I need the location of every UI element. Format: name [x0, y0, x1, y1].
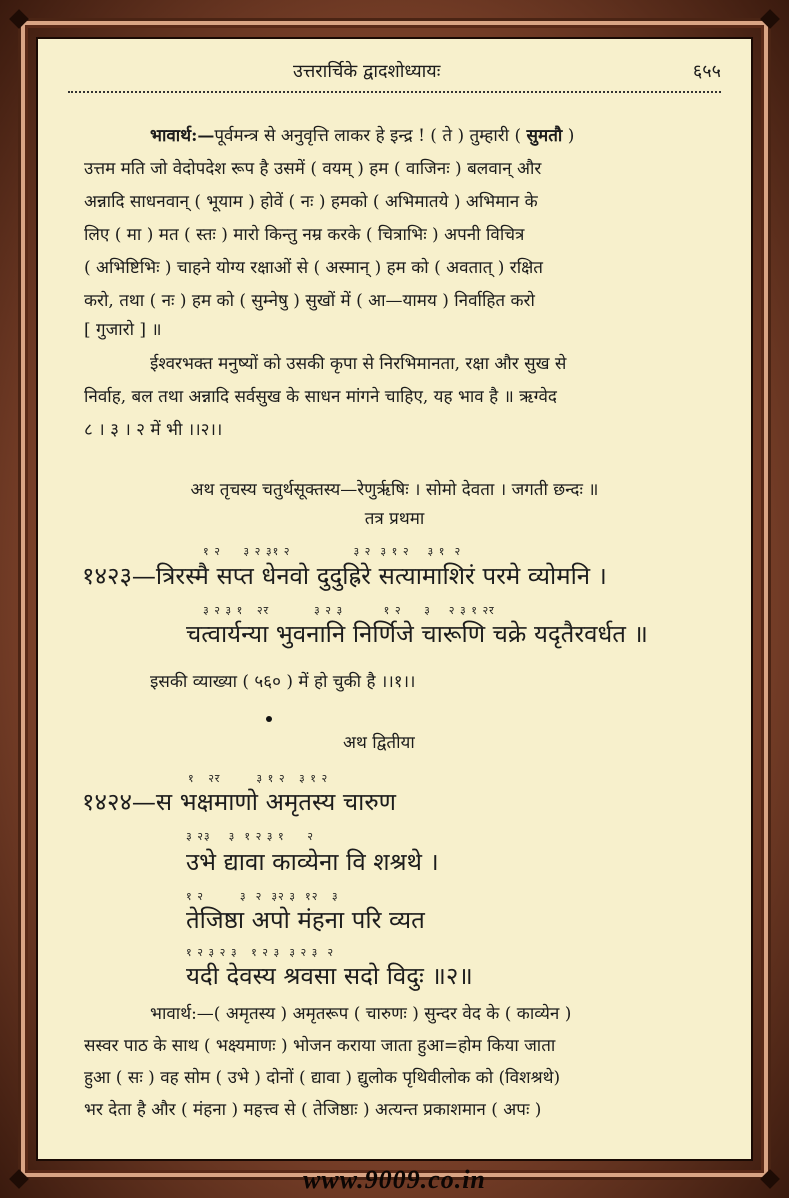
- bullet-dot: [266, 716, 272, 722]
- mantra-line: १४२४—स भक्षमाणो अमृतस्य चारुण: [82, 788, 397, 816]
- chapter-title: उत्तरार्चिके द्वादशोध्यायः: [293, 61, 441, 82]
- bhavartha-line: सस्वर पाठ के साथ ( भक्ष्यमाणः ) भोजन कराया जाता हुआ=होम किया जाता: [84, 1036, 556, 1056]
- book-page: [36, 37, 753, 1161]
- summary-line: ईश्वरभक्त मनुष्यों को उसकी कृपा से निरभिमानता, रक्षा और सुख से: [150, 354, 567, 374]
- bhavartha-label: भावार्थ:—: [150, 126, 215, 146]
- mantra-note: इसकी व्याख्या ( ५६० ) में हो चुकी है ।।१।।: [150, 672, 416, 692]
- mantra-line: उभे द्यावा काव्येना वि शश्रथे ।: [186, 848, 439, 876]
- website-url[interactable]: www.9009.co.in: [303, 1165, 486, 1194]
- svara-marks: ३ २ ३ १ २र ३ २ ३ १ २ ३ २ ३ १ २र: [203, 604, 495, 617]
- text-span: पूर्वमन्त्र से अनुवृत्ति लाकर हे इन्द्र ! ( ते ) तुम्हारी (: [214, 126, 527, 146]
- bhavartha-line: भर देता है और ( मंहना ) महत्त्व से ( तेजिष्ठाः ) अत्यन्त प्रकाशमान ( अपः ): [84, 1100, 542, 1120]
- sukta-intro: अथ तृचस्य चतुर्थसूक्तस्य—रेणुर्ऋषिः । सोमो देवता । जगती छन्दः ॥: [190, 480, 599, 500]
- svara-marks: ३ २३ ३ १ २ ३ १ २: [186, 830, 314, 843]
- svara-marks: १ २ ३ २ ३ १ २ ३ ३ २ ३ २: [186, 946, 335, 959]
- svara-marks: १ २ ३ २ ३१ २ ३ २ ३ १ २ ३ १ २: [203, 545, 462, 558]
- bhavartha-line: लिए ( मा ) मत ( स्तः ) मारो किन्तु नम्र करके ( चित्राभिः ) अपनी विचित्र: [84, 225, 525, 245]
- mantra-line: यदी देवस्य श्रवसा सदो विदुः ॥२॥: [186, 962, 473, 990]
- text-span: ): [562, 126, 575, 146]
- section-heading: तत्र प्रथमा: [364, 509, 425, 529]
- bhavartha-line: हुआ ( सः ) वह सोम ( उभे ) दोनों ( द्यावा ) द्युलोक पृथिवीलोक को (विशश्रथे): [84, 1068, 561, 1088]
- bhavartha-line: [ गुजारो ] ॥: [84, 320, 162, 340]
- svara-marks: १ २ ३ २ ३२ ३ १२ ३: [186, 890, 339, 903]
- summary-line: निर्वाह, बल तथा अन्नादि सर्वसुख के साधन मांगने चाहिए, यह भाव है ॥ ऋग्वेद: [84, 387, 557, 407]
- bhavartha-line: उत्तम मति जो वेदोपदेश रूप है उसमें ( वयम् ) हम ( वाजिनः ) बलवान् और: [84, 159, 542, 179]
- bhavartha-line: ( अभिष्टिभिः ) चाहने योग्य रक्षाओं से ( अस्मान् ) हम को ( अवतात् ) रक्षित: [84, 258, 543, 278]
- summary-line: ८ । ३ । २ में भी ।।२।।: [84, 420, 223, 440]
- bhavartha-line: [150, 123, 574, 146]
- mantra-line: तेजिष्ठा अपो मंहना परि व्यत: [186, 906, 425, 934]
- svara-marks: १ २र ३ १ २ ३ १ २: [188, 772, 329, 785]
- page-number: ६५५: [692, 61, 721, 82]
- section-heading: अथ द्वितीया: [343, 733, 415, 753]
- header-divider: [68, 91, 721, 93]
- keyword: सुमतौ: [526, 126, 563, 146]
- mantra-line: १४२३—त्रिरस्मै सप्त धेनवो दुदुह्रिरे सत्यामाशिरं परमे व्योमनि ।: [82, 562, 607, 590]
- bhavartha-line: भावार्थ:—( अमृतस्य ) अमृतरूप ( चारुणः ) सुन्दर वेद के ( काव्येन ): [150, 1004, 572, 1024]
- mantra-line: चत्वार्यन्या भुवनानि निर्णिजे चारूणि चक्रे यदृतैरवर्धत ॥: [186, 620, 648, 648]
- bhavartha-line: करो, तथा ( नः ) हम को ( सुम्नेषु ) सुखों में ( आ—यामय ) निर्वाहित करो: [84, 291, 535, 311]
- bhavartha-line: अन्नादि साधनवान् ( भूयाम ) होवें ( नः ) हमको ( अभिमातये ) अभिमान के: [84, 192, 538, 212]
- page-header: [38, 39, 751, 99]
